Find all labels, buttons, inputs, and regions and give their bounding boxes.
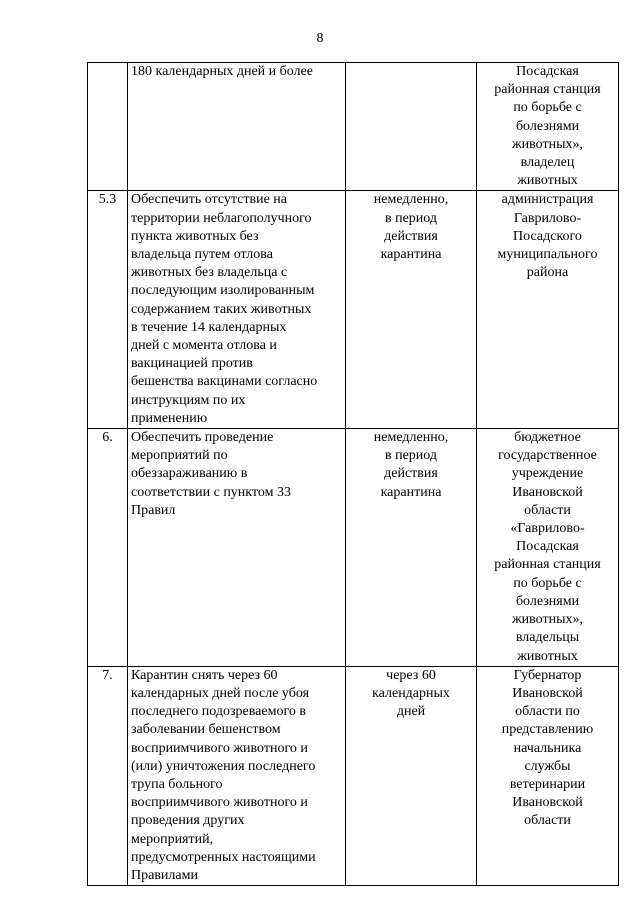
- table-row: [88, 429, 619, 667]
- responsible-line: Гаврилово-: [513, 210, 582, 226]
- deadline-line: календарных: [372, 685, 450, 701]
- deadline-line: немедленно,: [373, 192, 449, 208]
- action-line: мероприятий,: [131, 831, 214, 847]
- responsible-line: Губернатор: [513, 667, 582, 683]
- responsible-line: болезнями: [515, 118, 580, 134]
- responsible-line: Посадская: [516, 64, 579, 79]
- action-cell: [128, 191, 346, 429]
- action-line: Правил: [131, 502, 176, 518]
- responsible-line: начальника: [513, 740, 582, 756]
- deadline-line: в период: [384, 448, 438, 464]
- deadline-cell: [346, 429, 477, 667]
- action-line: Карантин снять через 60: [131, 667, 278, 683]
- table-row: [88, 666, 619, 885]
- action-cell: [128, 666, 346, 885]
- action-cell: [128, 63, 346, 191]
- responsible-line: животных»,: [511, 136, 583, 152]
- responsible-line: государственное: [498, 448, 597, 464]
- deadline-line: в период: [384, 210, 438, 226]
- page-number: 8: [316, 31, 324, 46]
- action-line: бешенства вакцинами согласно: [131, 374, 318, 390]
- action-line: вакцинацией против: [131, 356, 253, 372]
- action-line: 180 календарных дней и более: [131, 64, 314, 79]
- action-line: в течение 14 календарных: [131, 319, 287, 335]
- responsible-line: Посадского: [513, 228, 582, 244]
- responsible-line: по борьбе с: [513, 575, 582, 591]
- responsible-line: района: [526, 265, 569, 281]
- responsible-line: области: [524, 502, 571, 518]
- responsible-line: бюджетное: [514, 430, 581, 446]
- measures-table: [87, 62, 619, 886]
- action-line: мероприятий по: [131, 448, 228, 464]
- responsible-line: животных: [517, 173, 578, 189]
- deadline-line: немедленно,: [373, 430, 449, 446]
- table-row: [88, 63, 619, 191]
- responsible-line: учреждение: [511, 466, 584, 482]
- deadline-line: через 60: [386, 667, 436, 683]
- deadline-line: карантина: [380, 247, 442, 263]
- action-line: календарных дней после убоя: [131, 685, 310, 701]
- responsible-cell: [477, 191, 619, 429]
- responsible-line: области по: [515, 704, 580, 720]
- action-line: заболевании бешенством: [131, 722, 281, 738]
- responsible-line: представлению: [501, 722, 594, 738]
- responsible-line: Посадская: [516, 539, 579, 555]
- action-line: Правилами: [131, 867, 198, 883]
- action-line: Обеспечить проведение: [131, 430, 274, 446]
- deadline-cell: [346, 191, 477, 429]
- responsible-cell: [477, 666, 619, 885]
- responsible-line: Ивановской: [512, 685, 583, 701]
- responsible-line: районная станция: [494, 557, 601, 573]
- action-line: животных без владельца с: [131, 265, 288, 281]
- responsible-line: владельцы: [515, 630, 580, 646]
- action-line: владельца путем отлова: [131, 247, 273, 263]
- responsible-line: Ивановской: [512, 484, 583, 500]
- deadline-line: карантина: [380, 484, 442, 500]
- action-line: трупа больного: [131, 776, 223, 792]
- action-line: Обеспечить отсутствие на: [131, 192, 287, 208]
- responsible-line: ветеринарии: [509, 776, 586, 792]
- responsible-line: владелец: [520, 155, 575, 171]
- deadline-line: действия: [384, 466, 438, 482]
- action-line: предусмотренных настоящими: [131, 849, 316, 865]
- responsible-line: по борьбе с: [513, 100, 582, 116]
- responsible-line: службы: [524, 758, 571, 774]
- responsible-line: районная станция: [494, 82, 601, 98]
- action-line: проведения других: [131, 813, 245, 829]
- deadline-cell: [346, 63, 477, 191]
- responsible-line: «Гаврилово-: [510, 521, 585, 537]
- action-line: содержанием таких животных: [131, 301, 312, 317]
- deadline-line: дней: [396, 704, 426, 720]
- responsible-line: области: [524, 813, 571, 829]
- responsible-line: администрация: [501, 192, 594, 208]
- action-line: дней с момента отлова и: [131, 338, 277, 354]
- action-line: последующим изолированным: [131, 283, 315, 299]
- responsible-line: животных»,: [511, 612, 583, 628]
- responsible-line: Ивановской: [512, 795, 583, 811]
- table-row: [88, 191, 619, 429]
- action-line: территории неблагополучного: [131, 210, 312, 226]
- action-cell: [128, 429, 346, 667]
- deadline-cell: [346, 666, 477, 885]
- action-line: восприимчивого животного и: [131, 795, 308, 811]
- responsible-cell: [477, 63, 619, 191]
- responsible-line: животных: [517, 648, 578, 664]
- action-line: (или) уничтожения последнего: [131, 758, 316, 774]
- deadline-line: действия: [384, 228, 438, 244]
- responsible-line: муниципального: [497, 247, 598, 263]
- item-number-cell: 7.: [88, 666, 128, 885]
- action-line: соответствии с пунктом 33: [131, 484, 291, 500]
- action-line: последнего подозреваемого в: [131, 704, 306, 720]
- action-line: инструкциям по их: [131, 392, 246, 408]
- item-number-cell: 5.3: [88, 191, 128, 429]
- action-line: обеззараживанию в: [131, 466, 248, 482]
- item-number-cell: [88, 63, 128, 191]
- action-line: восприимчивого животного и: [131, 740, 308, 756]
- responsible-line: болезнями: [515, 593, 580, 609]
- action-line: пункта животных без: [131, 228, 259, 244]
- responsible-cell: [477, 429, 619, 667]
- item-number-cell: 6.: [88, 429, 128, 667]
- action-line: применению: [131, 410, 208, 426]
